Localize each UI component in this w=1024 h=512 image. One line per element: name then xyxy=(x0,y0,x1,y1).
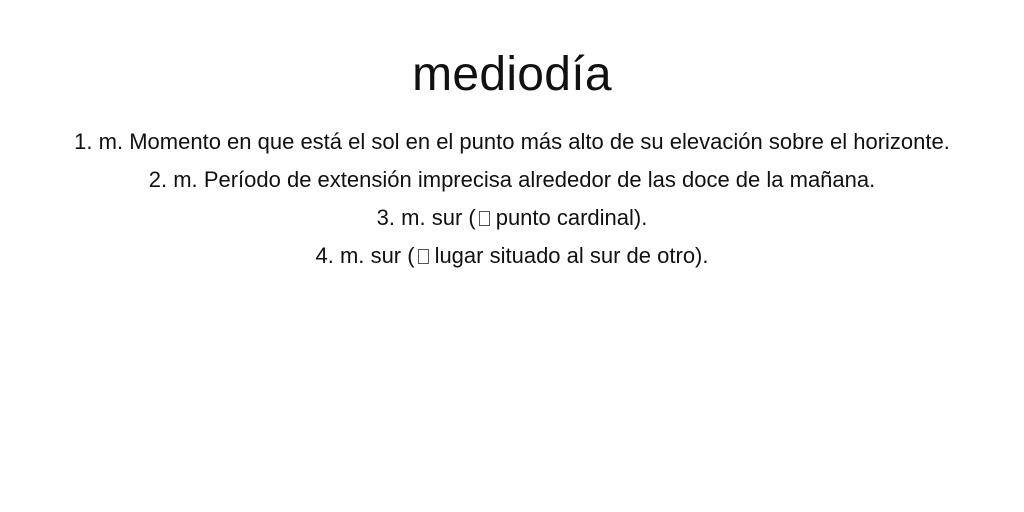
definition-text: Momento en que está el sol en el punto más alto de su elevación sobre el horizonte. xyxy=(129,129,950,154)
definition-text-after-reference: punto cardinal). xyxy=(495,205,648,230)
definition-item xyxy=(62,199,962,237)
definition-text: Período de extensión imprecisa alrededor de las doce de la mañana. xyxy=(203,167,876,192)
definition-number: 2. xyxy=(148,167,168,192)
missing-glyph-icon xyxy=(479,211,490,226)
definition-item xyxy=(62,123,962,161)
entry-headword: mediodía xyxy=(412,48,612,101)
definition-text-before-reference: sur ( xyxy=(431,205,476,230)
grammar-category: m. xyxy=(173,167,198,192)
grammar-category: m. xyxy=(98,129,124,154)
definition-list xyxy=(62,123,962,275)
definition-text-after-reference: lugar situado al sur de otro). xyxy=(434,243,709,268)
grammar-category: m. xyxy=(401,205,426,230)
definition-number: 3. xyxy=(376,205,395,230)
definition-number: 4. xyxy=(315,243,334,268)
grammar-category: m. xyxy=(339,243,365,268)
definition-number: 1. xyxy=(74,129,93,154)
definition-item xyxy=(62,237,962,275)
definition-item xyxy=(62,161,962,199)
definition-text-before-reference: sur ( xyxy=(370,243,415,268)
missing-glyph-icon xyxy=(418,249,429,264)
